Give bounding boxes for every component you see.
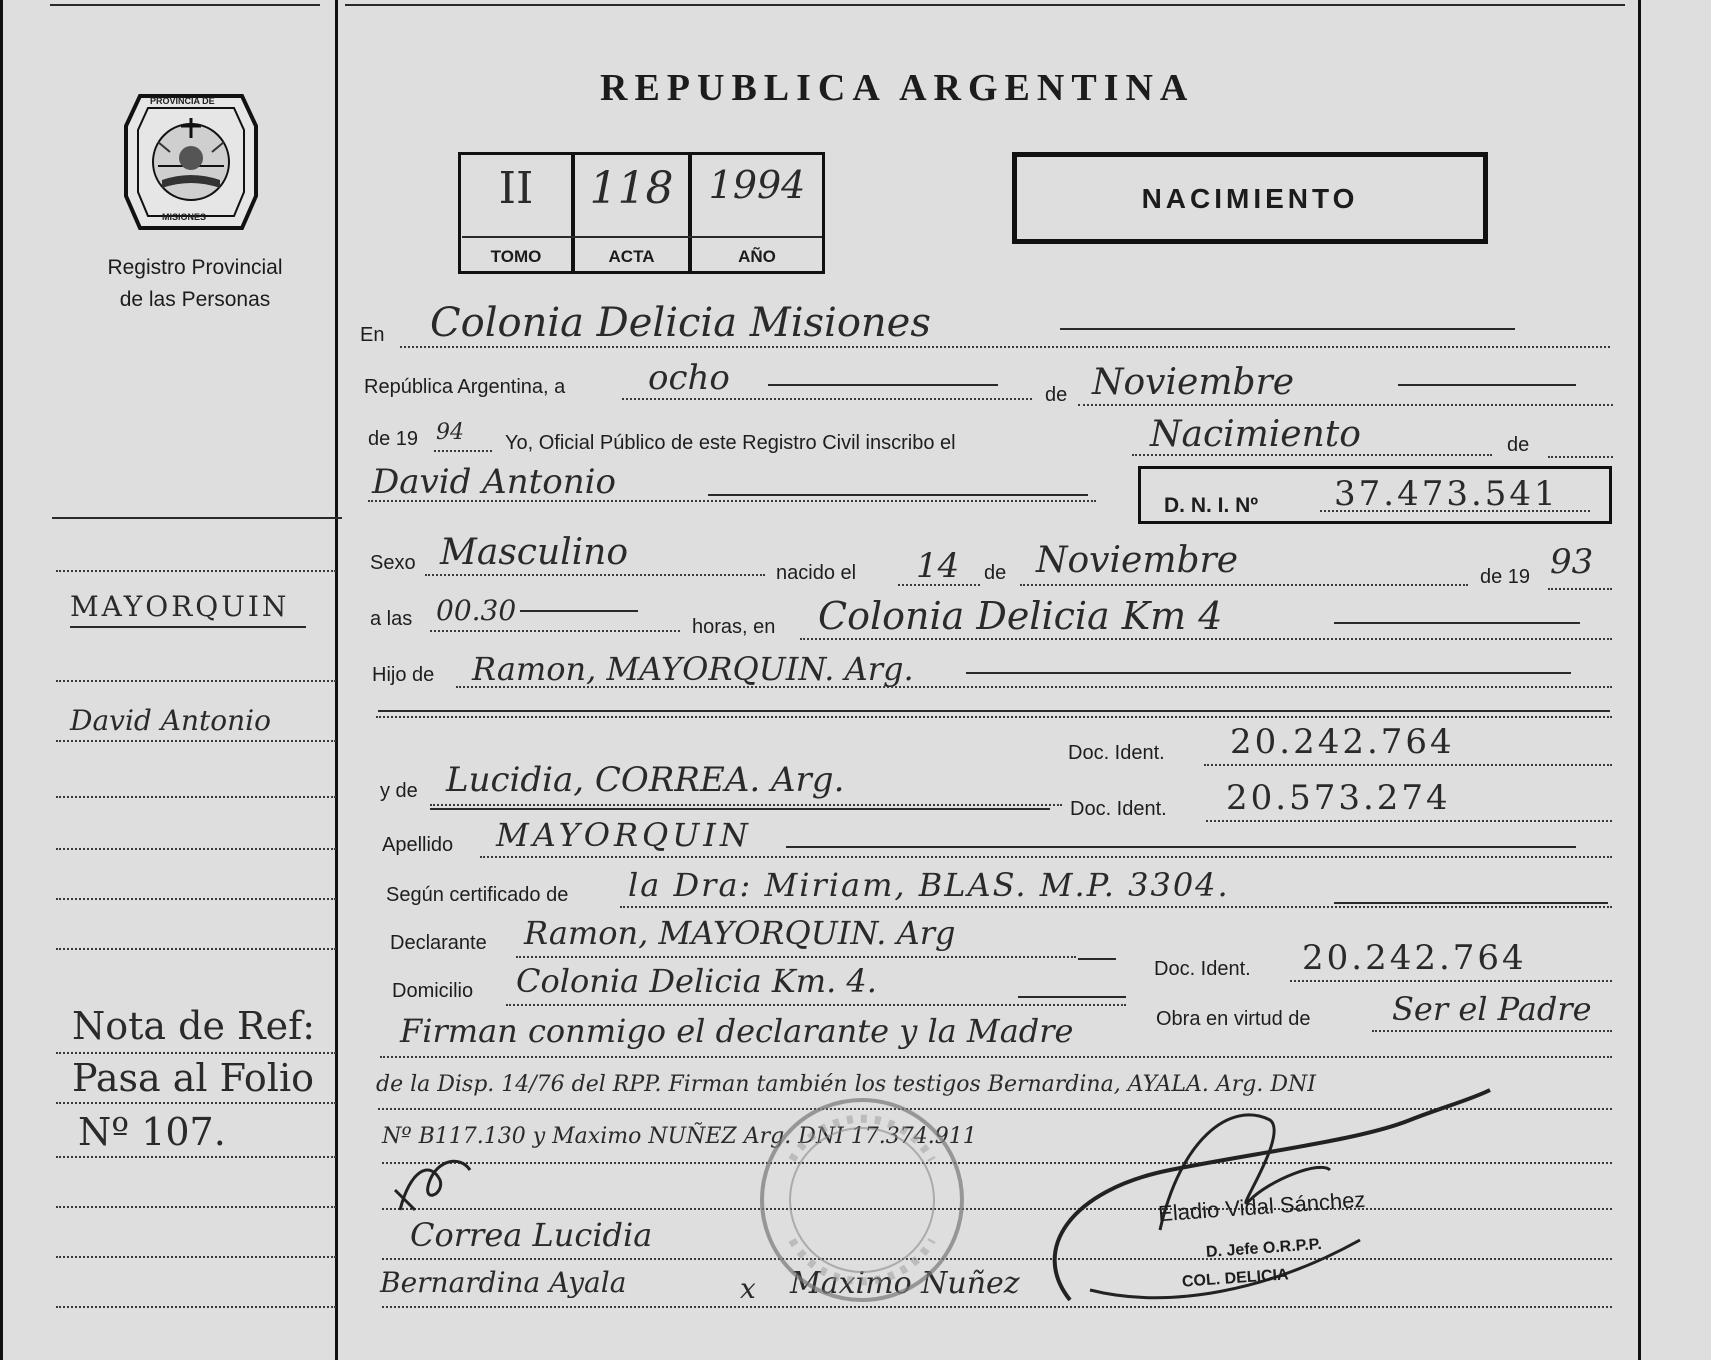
madre-fill-dash — [430, 808, 1050, 810]
signature-nunez: Maximo Nuñez — [790, 1266, 1020, 1301]
declarante-doc-label: Doc. Ident. — [1154, 958, 1251, 980]
witness-scribble-icon — [390, 1150, 480, 1220]
obra-line — [1372, 1030, 1612, 1032]
free-line-1 — [380, 1056, 1612, 1058]
padre-fill-dash-2 — [378, 710, 1610, 712]
registry-name-line2: de las Personas — [119, 288, 271, 311]
padre-line-2 — [376, 716, 1612, 718]
apellido-label: Apellido — [382, 834, 454, 856]
de19-label-2: de 19 — [1480, 566, 1531, 588]
padre-doc-value: 20.242.764 — [1230, 722, 1455, 762]
signature-x-mark: x — [740, 1272, 756, 1305]
hora-line — [430, 630, 680, 632]
obra-label: Obra en virtud de — [1156, 1008, 1311, 1030]
mes-fill-dash — [1398, 384, 1576, 386]
margin-line-3 — [56, 740, 336, 742]
obra-value: Ser el Padre — [1392, 990, 1592, 1028]
yde-label: y de — [380, 780, 418, 802]
dni-line — [1320, 510, 1590, 512]
margin-line-8 — [56, 1052, 336, 1054]
mes-value: Noviembre — [1092, 362, 1295, 403]
declarante-doc-line — [1290, 980, 1612, 982]
dia-value: ocho — [648, 358, 730, 398]
lugar-value: Colonia Delicia Km 4 — [818, 594, 1223, 638]
signature-correa: Correa Lucidia — [410, 1216, 653, 1254]
madre-doc-label: Doc. Ident. — [1070, 798, 1167, 820]
top-rule-right — [345, 4, 1625, 6]
official-name: Eladio Vidal Sánchez — [1157, 1186, 1367, 1227]
dni-label: D. N. I. Nº — [1164, 494, 1259, 517]
record-box-inner-rule — [462, 236, 822, 238]
hora-fill-dash — [520, 610, 638, 612]
nombre-fill-dash — [708, 494, 1088, 496]
dia-line — [622, 398, 1032, 400]
margin-top-rule — [52, 517, 342, 519]
margin-line-6 — [56, 898, 336, 900]
nac-dia-value: 14 — [916, 546, 960, 586]
domicilio-label: Domicilio — [392, 980, 474, 1002]
right-border-line — [1638, 0, 1641, 1360]
margin-line-12 — [56, 1256, 336, 1258]
document-type-label: NACIMIENTO — [1141, 183, 1359, 214]
acta-value: 118 — [589, 163, 674, 214]
nombre-line — [368, 500, 1096, 502]
certificado-fill-dash — [1334, 902, 1608, 904]
hora-value: 00.30 — [436, 594, 517, 627]
en-line — [400, 346, 1610, 348]
ano-value: 1994 — [708, 163, 806, 207]
certificado-value: la Dra: Miriam, BLAS. M.P. 3304. — [628, 866, 1230, 904]
anio-value: 94 — [436, 420, 464, 445]
sexo-line — [425, 574, 765, 576]
free-text-line3: Nº B117.130 y Maximo NUÑEZ Arg. DNI 17.374.911 — [382, 1124, 977, 1149]
margin-nota-line3: Nº 107. — [78, 1110, 226, 1154]
certificado-label: Según certificado de — [386, 884, 569, 906]
madre-value: Lucidia, CORREA. Arg. — [446, 760, 845, 800]
de-label-3: de — [984, 562, 1007, 584]
padre-doc-line — [1204, 764, 1612, 766]
margin-line-13 — [56, 1306, 336, 1308]
dia-fill-dash — [768, 384, 998, 386]
margin-nota-line2: Pasa al Folio — [72, 1056, 314, 1100]
declarante-label: Declarante — [390, 932, 487, 954]
seal-text-bottom: MISIONES — [162, 212, 207, 222]
dni-value: 37.473.541 — [1334, 474, 1559, 514]
ano-cell — [689, 152, 825, 274]
margin-line-2 — [56, 680, 336, 682]
margin-apellido-underline — [70, 626, 306, 628]
lugar-line — [800, 638, 1612, 640]
apellido-line — [480, 856, 1612, 858]
margin-nombre: David Antonio — [70, 704, 271, 737]
padre-fill-dash — [966, 672, 1571, 674]
certificado-line — [620, 906, 1612, 908]
domicilio-line — [506, 1004, 1126, 1006]
de-label-1: de — [1045, 384, 1068, 406]
signature-ayala: Bernardina Ayala — [380, 1266, 627, 1299]
seal-text-top: PROVINCIA DE — [150, 96, 215, 106]
sexo-value: Masculino — [440, 532, 629, 573]
madre-doc-value: 20.573.274 — [1226, 778, 1451, 818]
declarante-value: Ramon, MAYORQUIN. Arg — [524, 914, 956, 952]
free-text-line1: Firman conmigo el declarante y la Madre — [400, 1012, 1074, 1050]
a-las-label: a las — [370, 608, 413, 630]
declarante-line — [516, 956, 1076, 958]
madre-doc-line — [1206, 820, 1612, 822]
domicilio-value: Colonia Delicia Km. 4. — [516, 962, 877, 1000]
margin-line-1 — [56, 570, 336, 572]
margin-nota-line1: Nota de Ref: — [72, 1004, 315, 1048]
official-title: D. Jefe O.R.P.P. — [1205, 1235, 1323, 1262]
padre-doc-label: Doc. Ident. — [1068, 742, 1165, 764]
apellido-value: MAYORQUIN — [496, 816, 752, 854]
madre-line — [430, 804, 1062, 806]
de19-label: de 19 — [368, 428, 419, 450]
padre-value: Ramon, MAYORQUIN. Arg. — [472, 650, 914, 688]
de-label-2: de — [1507, 434, 1530, 456]
margin-line-7 — [56, 948, 336, 950]
domicilio-fill-dash — [1018, 996, 1126, 998]
horas-en-label: horas, en — [692, 616, 776, 638]
en-fill-dash — [1060, 328, 1515, 330]
margin-line-9 — [56, 1102, 336, 1104]
en-value: Colonia Delicia Misiones — [430, 300, 931, 346]
official-round-stamp-icon — [752, 1090, 972, 1310]
free-text-line2: de la Disp. 14/76 del RPP. Firman también los testigos Bernardina, AYALA. Arg. DNI — [376, 1072, 1316, 1097]
margin-line-11 — [56, 1206, 336, 1208]
margin-line-10 — [56, 1156, 336, 1158]
anio-line — [434, 450, 492, 452]
left-border-line — [0, 0, 3, 1360]
nac-anio-line — [1548, 588, 1612, 590]
declarante-fill-dash — [1078, 958, 1116, 960]
margin-apellido: MAYORQUIN — [70, 590, 290, 623]
ano-label: AÑO — [738, 247, 776, 266]
tomo-label: TOMO — [490, 247, 542, 266]
nac-mes-value: Noviembre — [1036, 540, 1239, 581]
apellido-fill-dash — [786, 846, 1576, 848]
sexo-label: Sexo — [370, 552, 416, 574]
de-line-2 — [1548, 456, 1613, 458]
republica-label: República Argentina, a — [364, 376, 566, 398]
en-label: En — [360, 324, 385, 346]
tomo-cell — [458, 152, 574, 274]
country-title: REPUBLICA ARGENTINA — [600, 67, 1195, 109]
lugar-fill-dash — [1334, 622, 1580, 624]
margin-line-4 — [56, 796, 336, 798]
child-name-value: David Antonio — [372, 462, 617, 502]
nac-mes-line — [1020, 584, 1468, 586]
registry-name-line1: Registro Provincial — [107, 256, 283, 279]
declarante-doc-value: 20.242.764 — [1302, 938, 1527, 978]
acta-label: ACTA — [608, 247, 655, 266]
yo-label: Yo, Oficial Público de este Registro Civil inscribo el — [505, 432, 956, 454]
tomo-value: II — [498, 163, 534, 214]
nacido-label: nacido el — [776, 562, 857, 584]
top-rule-left — [50, 4, 320, 6]
margin-line-5 — [56, 848, 336, 850]
acta-cell — [572, 152, 691, 274]
mes-line — [1078, 404, 1613, 406]
nac-anio-value: 93 — [1550, 542, 1594, 582]
hijo-label: Hijo de — [372, 664, 435, 686]
official-place: COL. DELICIA — [1181, 1266, 1290, 1291]
inscribe-value: Nacimiento — [1150, 414, 1361, 455]
